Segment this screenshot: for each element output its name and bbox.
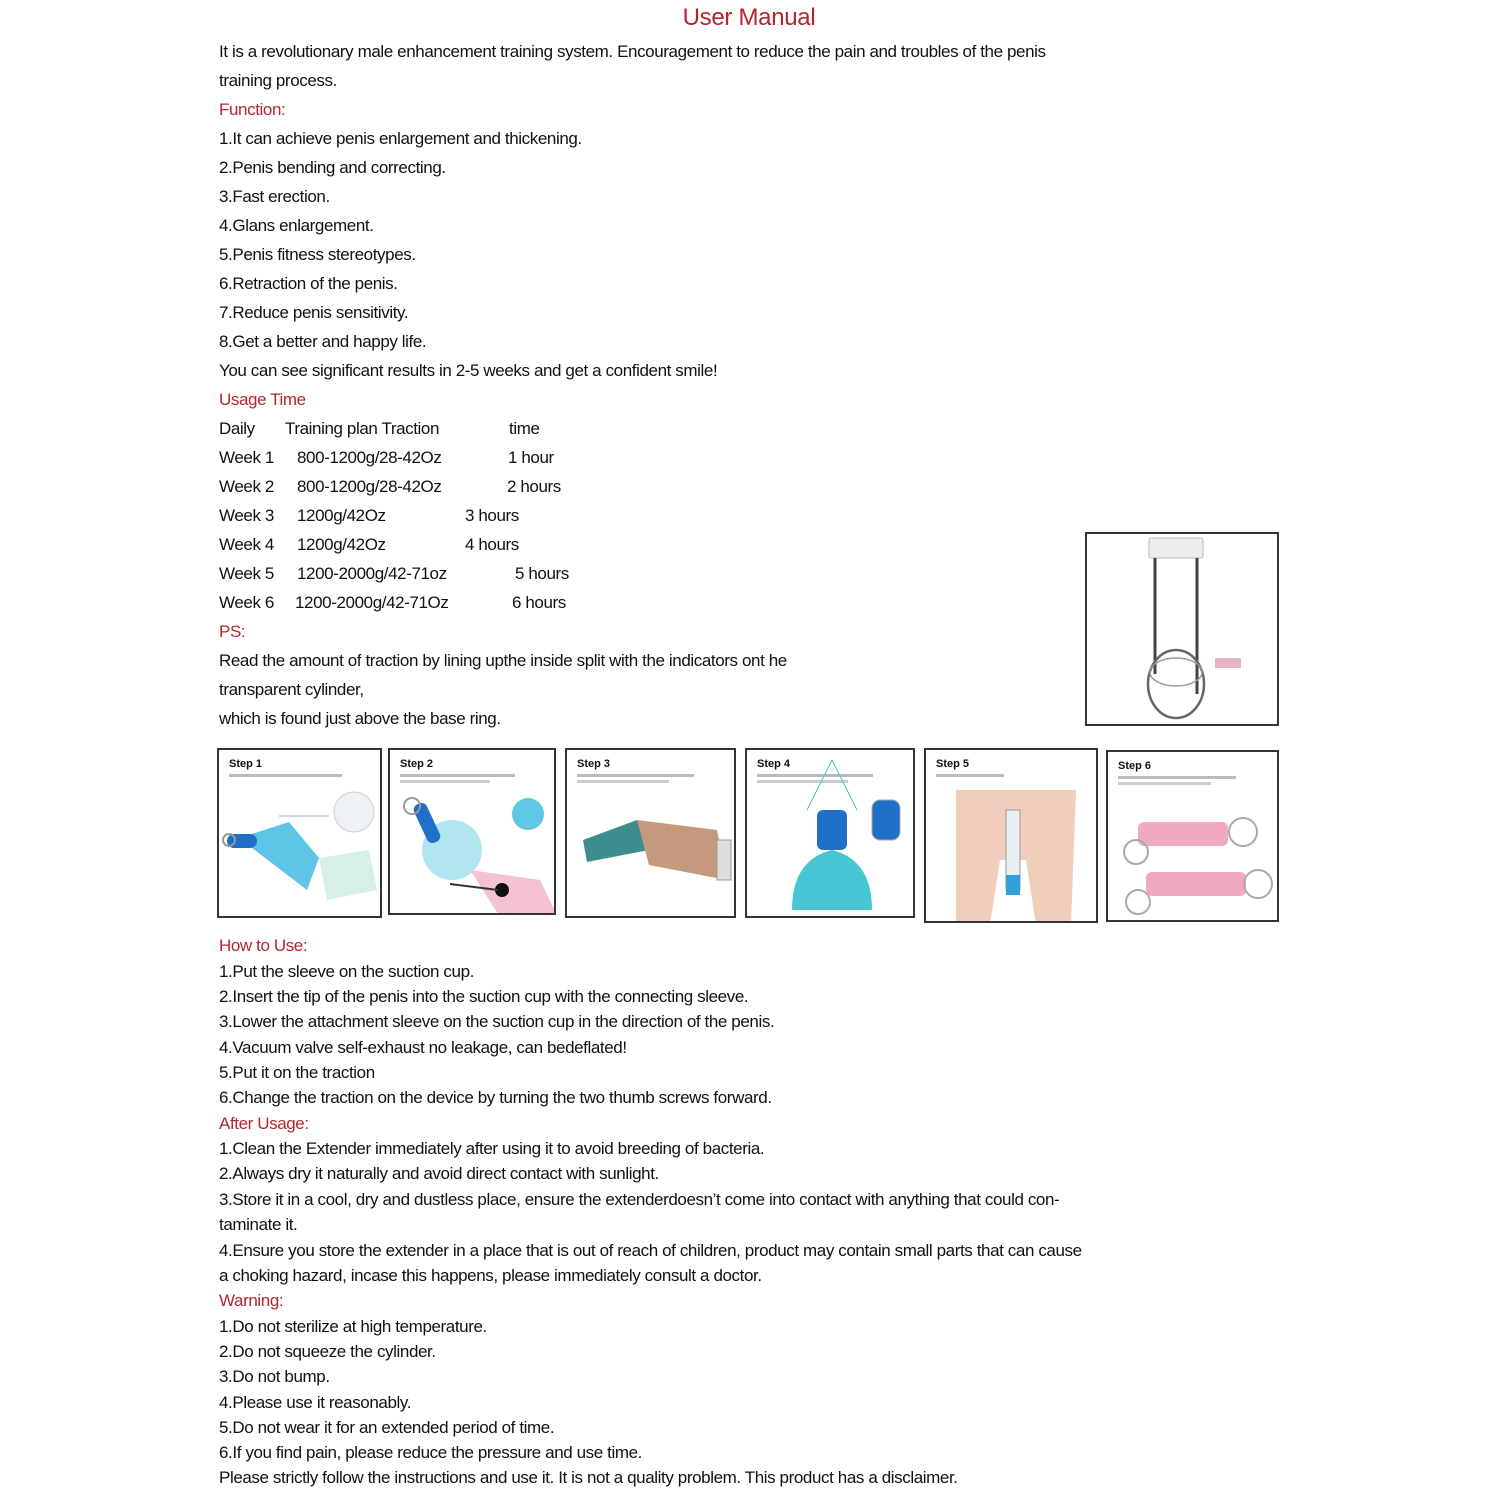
usage-traction: 800-1200g/28-42Oz [297,448,442,467]
usage-time: 6 hours [512,593,566,612]
extender-device-figure [1085,532,1279,726]
suction-cup-sleeve-icon [219,750,382,918]
usage-col-time: time [509,419,540,438]
attachment-sleeve-icon [567,750,736,918]
warning-item: 6.If you find pain, please reduce the pressure and use time. [219,1443,642,1462]
step-3-figure [565,748,736,918]
usage-week: Week 2 [219,477,274,496]
function-item: 6.Retraction of the penis. [219,274,398,293]
function-item: 4.Glans enlargement. [219,216,374,235]
step-6-figure [1106,750,1279,922]
usage-time: 2 hours [507,477,561,496]
step-4-figure [745,748,915,918]
warning-item: 2.Do not squeeze the cylinder. [219,1342,436,1361]
wearing-device-icon [926,750,1098,923]
usage-time: 4 hours [465,535,519,554]
function-item: 3.Fast erection. [219,187,330,206]
intro-line: It is a revolutionary male enhancement training system. Encouragement to reduce the pain and troubles of the penis [219,42,1046,61]
function-heading: Function: [219,100,286,119]
how-to-use-heading: How to Use: [219,936,308,955]
function-item: 1.It can achieve penis enlargement and thickening. [219,129,582,148]
usage-traction: 1200-2000g/42-71oz [297,564,447,583]
ps-line: which is found just above the base ring. [219,709,501,728]
usage-col-plan: Training plan Traction [285,419,440,438]
step-5-figure [924,748,1098,923]
step-label: Step 5 [936,758,970,770]
usage-time: 3 hours [465,506,519,525]
usage-time: 1 hour [508,448,554,467]
extender-device-icon [1087,534,1279,726]
warning-item: 5.Do not wear it for an extended period of time. [219,1418,555,1437]
usage-col-daily: Daily [219,419,255,438]
usage-week: Week 1 [219,448,274,467]
usage-traction: 1200g/42Oz [297,506,386,525]
after-usage-line: 1.Clean the Extender immediately after using it to avoid breeding of bacteria. [219,1139,765,1158]
function-item: 2.Penis bending and correcting. [219,158,446,177]
ps-line: Read the amount of traction by lining upthe inside split with the indicators ont he [219,651,787,670]
warning-heading: Warning: [219,1291,284,1310]
usage-traction: 1200g/42Oz [297,535,386,554]
thumb-screws-icon [1108,752,1279,922]
usage-week: Week 6 [219,593,274,612]
usage-time: 5 hours [515,564,569,583]
after-usage-line: 4.Ensure you store the extender in a place that is out of reach of children, product may contain small parts that can cause [219,1241,1082,1260]
step-1-figure [217,748,382,918]
step-label: Step 6 [1118,760,1152,772]
ps-heading: PS: [219,622,246,641]
ps-line: transparent cylinder, [219,680,364,699]
after-usage-line: 2.Always dry it naturally and avoid direct contact with sunlight. [219,1164,659,1183]
usage-time-heading: Usage Time [219,390,306,409]
after-usage-line: 3.Store it in a cool, dry and dustless place, ensure the extenderdoesn’t come into contact with anything that could con- [219,1190,1060,1209]
warning-item: 4.Please use it reasonably. [219,1393,412,1412]
usage-week: Week 5 [219,564,274,583]
function-item: 8.Get a better and happy life. [219,332,427,351]
how-to-use-item: 3.Lower the attachment sleeve on the suction cup in the direction of the penis. [219,1012,775,1031]
step-label: Step 2 [400,758,434,770]
step-label: Step 1 [229,758,263,770]
usage-week: Week 4 [219,535,274,554]
insert-tip-icon [390,750,556,915]
page-title: User Manual [682,4,816,31]
usage-week: Week 3 [219,506,274,525]
function-item: 7.Reduce penis sensitivity. [219,303,409,322]
after-usage-line: a choking hazard, incase this happens, please immediately consult a doctor. [219,1266,762,1285]
after-usage-heading: After Usage: [219,1114,309,1133]
intro-line: training process. [219,71,337,90]
how-to-use-item: 1.Put the sleeve on the suction cup. [219,962,474,981]
step-label: Step 3 [577,758,611,770]
how-to-use-item: 6.Change the traction on the device by turning the two thumb screws forward. [219,1088,772,1107]
how-to-use-item: 5.Put it on the traction [219,1063,375,1082]
after-usage-line: taminate it. [219,1215,298,1234]
how-to-use-item: 4.Vacuum valve self-exhaust no leakage, can bedeflated! [219,1038,627,1057]
function-closing: You can see significant results in 2-5 weeks and get a confident smile! [219,361,718,380]
step-label: Step 4 [757,758,791,770]
warning-item: 3.Do not bump. [219,1367,330,1386]
function-item: 5.Penis fitness stereotypes. [219,245,416,264]
warning-item: 1.Do not sterilize at high temperature. [219,1317,487,1336]
warning-closing: Please strictly follow the instructions and use it. It is not a quality problem. This product has a disclaimer. [219,1468,958,1487]
vacuum-valve-icon [747,750,915,918]
how-to-use-item: 2.Insert the tip of the penis into the suction cup with the connecting sleeve. [219,987,749,1006]
step-2-figure [388,748,556,915]
usage-traction: 800-1200g/28-42Oz [297,477,442,496]
usage-traction: 1200-2000g/42-71Oz [295,593,449,612]
